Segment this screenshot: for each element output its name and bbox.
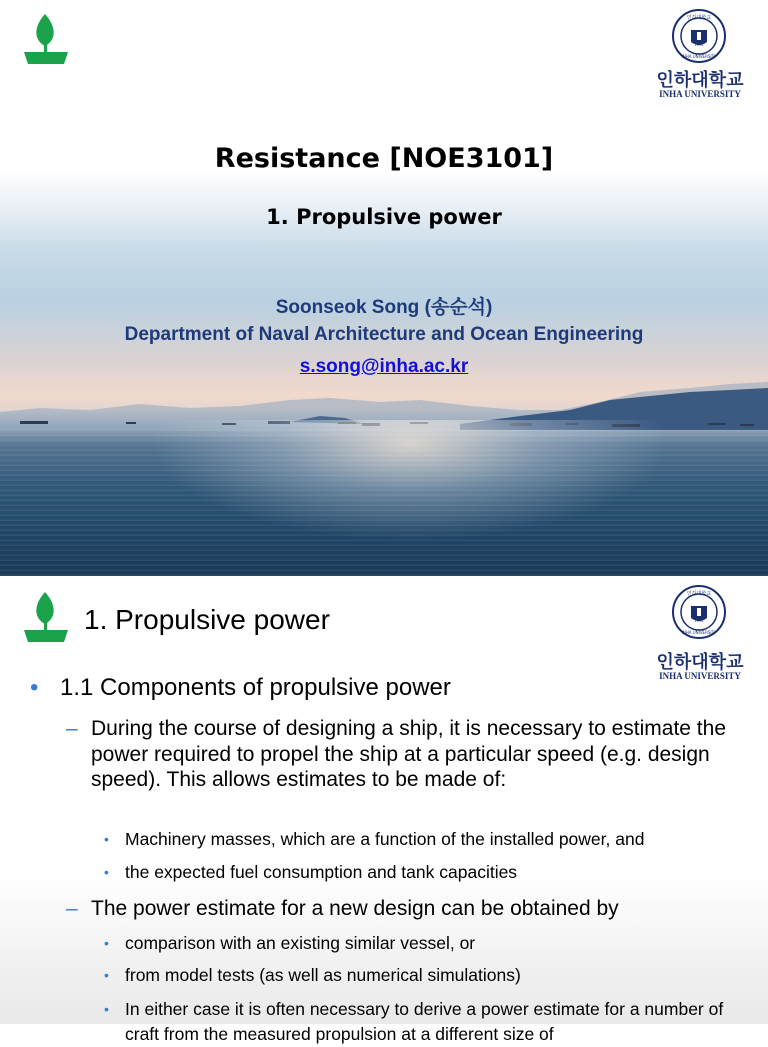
author-email-link[interactable]: s.song@inha.ac.kr bbox=[299, 356, 469, 377]
bullet-dot-icon: • bbox=[104, 831, 109, 847]
section-bullet bbox=[30, 674, 451, 702]
svg-text:인하대학교: 인하대학교 bbox=[686, 591, 712, 597]
svg-text:INHA UNIVERSITY: INHA UNIVERSITY bbox=[681, 630, 717, 635]
list-item-text: The power estimate for a new design can be obtained by bbox=[91, 897, 619, 920]
content-slide bbox=[0, 576, 768, 1044]
university-name-english: INHA UNIVERSITY bbox=[659, 89, 741, 99]
inha-university-logo bbox=[645, 584, 755, 679]
slide-title: 1. Propulsive power bbox=[84, 604, 330, 635]
university-name-english: INHA UNIVERSITY bbox=[659, 671, 741, 681]
inha-seal-icon bbox=[671, 584, 727, 640]
svg-text:인하대학교: 인하대학교 bbox=[686, 15, 712, 21]
sub-list-item bbox=[104, 997, 744, 1047]
leaf-logo-icon bbox=[18, 588, 74, 644]
bullet-dot-icon: • bbox=[30, 674, 39, 701]
course-title: Resistance [NOE3101] bbox=[214, 143, 554, 174]
sub-list-item-text: In either case it is often necessary to derive a power estimate for a number of craft from the measured propulsion at a different size of bbox=[125, 999, 724, 1044]
leaf-logo-icon bbox=[18, 10, 74, 66]
sub-list-item bbox=[104, 963, 744, 988]
dash-bullet-icon: – bbox=[66, 717, 78, 740]
section-heading: 1.1 Components of propulsive power bbox=[60, 674, 451, 701]
university-name-korean: 인하대학교 bbox=[656, 70, 744, 91]
svg-text:1954: 1954 bbox=[694, 619, 704, 623]
list-item-text: During the course of designing a ship, it is necessary to estimate the power required to propel the ship at a particular speed (e.g. design speed). This allows estimates to be made of: bbox=[91, 717, 727, 791]
list-item bbox=[66, 896, 746, 922]
svg-text:INHA UNIVERSITY: INHA UNIVERSITY bbox=[681, 54, 717, 59]
bullet-dot-icon: • bbox=[104, 935, 109, 951]
department-name: Department of Naval Architecture and Ocean Engineering bbox=[124, 324, 644, 345]
author-name: Soonseok Song (송순석) bbox=[275, 297, 493, 318]
university-name-korean: 인하대학교 bbox=[656, 652, 744, 673]
sub-list-item-text: Machinery masses, which are a function of the installed power, and bbox=[125, 829, 645, 849]
svg-text:1954: 1954 bbox=[694, 43, 704, 47]
sea-texture bbox=[0, 428, 768, 576]
lecture-subtitle: 1. Propulsive power bbox=[266, 205, 502, 229]
sub-list-item bbox=[104, 860, 744, 885]
sub-list-item-text: the expected fuel consumption and tank capacities bbox=[125, 862, 518, 882]
inha-university-logo bbox=[645, 8, 755, 103]
sub-list-item bbox=[104, 827, 744, 852]
bullet-dot-icon: • bbox=[104, 967, 109, 983]
sub-list-item-text: comparison with an existing similar vessel, or bbox=[125, 933, 476, 953]
bullet-dot-icon: • bbox=[104, 1001, 109, 1017]
bullet-dot-icon: • bbox=[104, 864, 109, 880]
dash-bullet-icon: – bbox=[66, 897, 78, 920]
list-item bbox=[66, 716, 746, 793]
sub-list-item-text: from model tests (as well as numerical simulations) bbox=[125, 965, 521, 985]
inha-seal-icon bbox=[671, 8, 727, 64]
sub-list-item bbox=[104, 931, 744, 956]
